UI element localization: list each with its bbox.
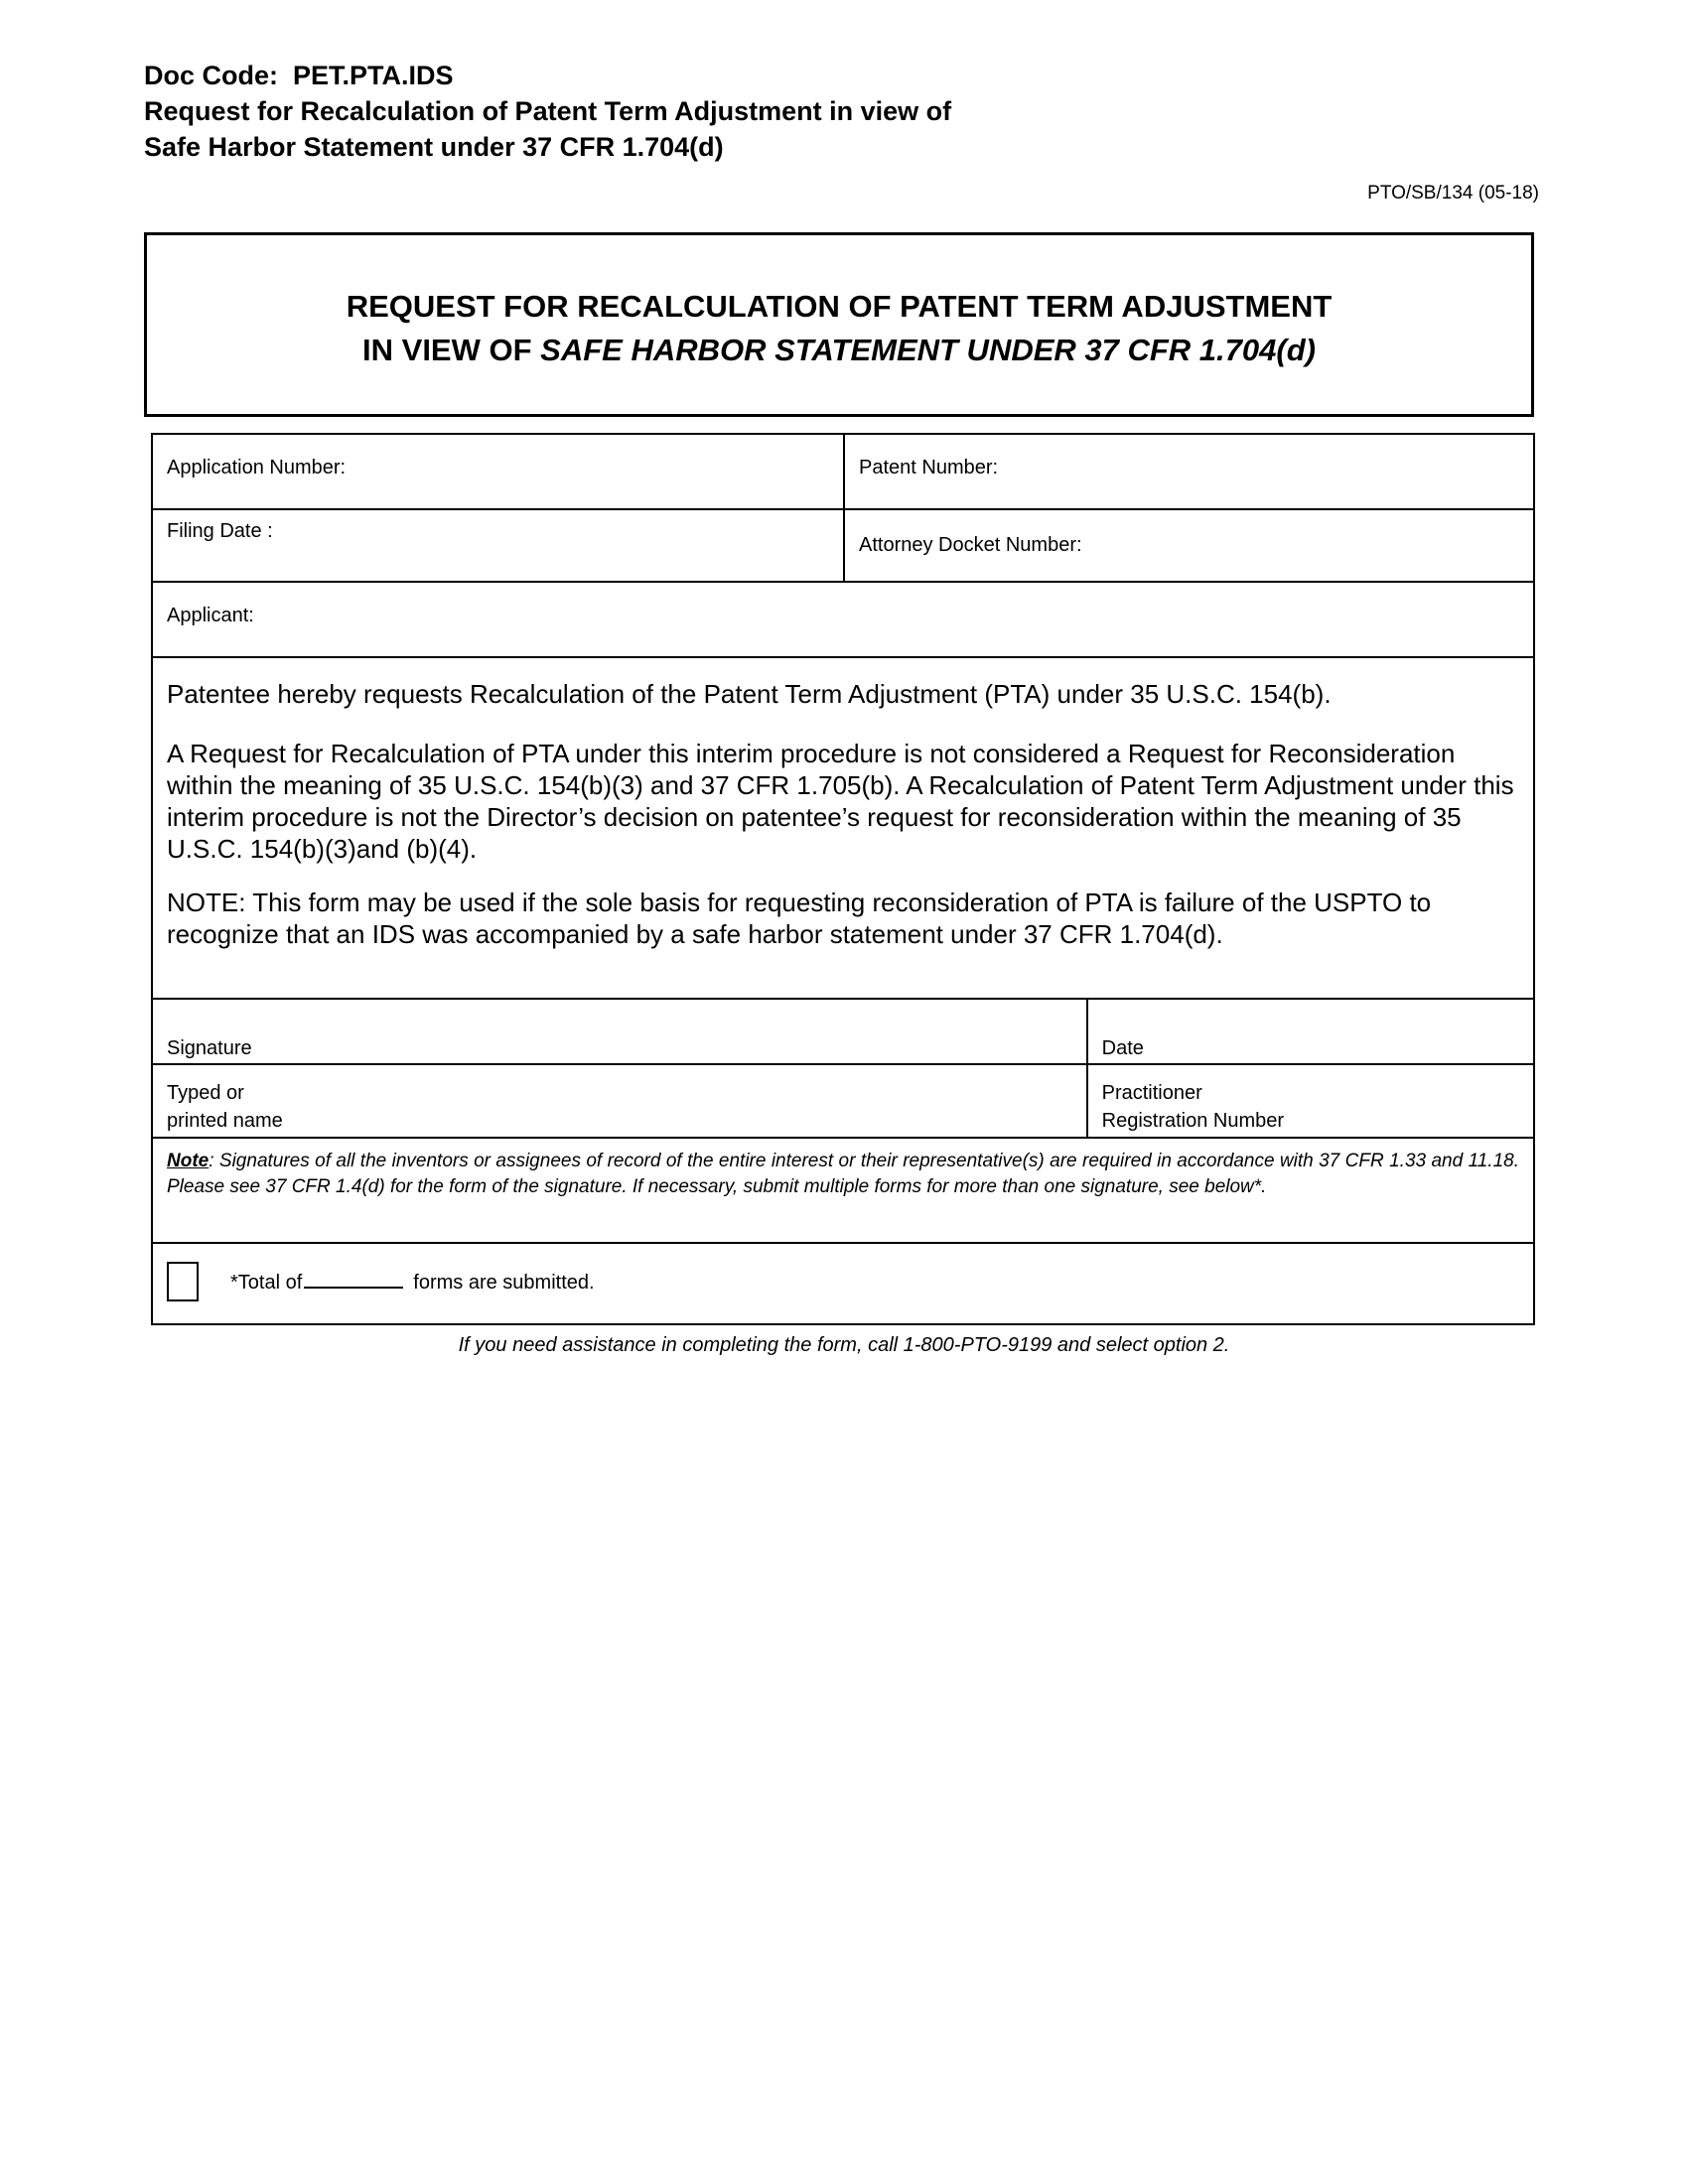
total-suffix: forms are submitted.	[413, 1272, 595, 1294]
total-forms-text	[230, 1269, 595, 1295]
title-line-1: REQUEST FOR RECALCULATION OF PATENT TERM ADJUSTMENT	[346, 289, 1333, 324]
date-field[interactable]: Date	[1086, 1000, 1533, 1063]
row-body-text	[153, 658, 1533, 1000]
title-box	[144, 232, 1534, 417]
doc-code-label: Doc Code:	[144, 61, 278, 90]
title-line-2	[147, 329, 1531, 372]
form-id: PTO/SB/134 (05-18)	[1367, 183, 1539, 204]
row-applicant	[153, 583, 1533, 658]
typed-name-label-1: Typed or	[167, 1082, 244, 1104]
form-table	[151, 433, 1535, 1325]
row-signature	[153, 1000, 1533, 1065]
typed-name-label-2: printed name	[167, 1110, 283, 1132]
note-text: Signatures of all the inventors or assignees of record of the entire interest or their representative(s) are required in accordance with 37 CFR 1.33 and 11.18. Please see 37 CFR 1.4(d) for the form of the signature. If necessary, submit multiple forms for more than one signature, see below*.	[167, 1151, 1519, 1197]
title-line-2-plain: IN VIEW OF	[362, 333, 541, 367]
practitioner-label-1: Practitioner	[1101, 1082, 1202, 1104]
attorney-docket-number-field[interactable]: Attorney Docket Number:	[843, 510, 1533, 581]
note-colon: :	[209, 1151, 214, 1171]
note-label: Note	[167, 1151, 210, 1171]
title-line-2-italic: SAFE HARBOR STATEMENT UNDER 37 CFR 1.704(d)	[540, 333, 1316, 367]
patent-number-field[interactable]: Patent Number:	[843, 435, 1533, 508]
signature-note	[153, 1139, 1533, 1242]
application-number-field[interactable]: Application Number:	[167, 457, 347, 478]
header-line-2: Request for Recalculation of Patent Term Adjustment in view of	[144, 96, 952, 126]
practitioner-label-2: Registration Number	[1101, 1110, 1285, 1132]
row-typed-name	[153, 1065, 1533, 1139]
typed-name-field[interactable]	[153, 1065, 1086, 1137]
assistance-footer: If you need assistance in completing the form, call 1-800-PTO-9199 and select option 2.	[458, 1334, 1230, 1356]
registration-number-field[interactable]	[1086, 1065, 1533, 1137]
body-paragraph-3: NOTE: This form may be used if the sole basis for requesting reconsideration of PTA is failure of the USPTO to recognize that an IDS was accompanied by a safe harbor statement under 37 CFR 1.704(d).	[167, 887, 1432, 949]
row-numbers	[153, 435, 1533, 510]
body-paragraph-1: Patentee hereby requests Recalculation of the Patent Term Adjustment (PTA) under 35 U.S.C. 154(b).	[167, 679, 1332, 709]
body-text	[153, 658, 1533, 998]
header-line-3: Safe Harbor Statement under 37 CFR 1.704(d)	[144, 132, 724, 162]
row-total-forms	[153, 1244, 1533, 1323]
body-paragraph-2: A Request for Recalculation of PTA under this interim procedure is not considered a Request for Reconsideration within the meaning of 35 U.S.C. 154(b)(3) and 37 CFR 1.705(b). A Recalculation of Patent Term Adjustment under this interim procedure is not the Director’s decision on patentee’s request for reconsideration within the meaning of 35 U.S.C. 154(b)(3)and (b)(4).	[167, 739, 1514, 864]
signature-field[interactable]: Signature	[167, 1037, 252, 1059]
doc-code-line	[144, 58, 951, 93]
document-header	[144, 58, 951, 165]
doc-code-value: PET.PTA.IDS	[293, 61, 454, 90]
row-dates	[153, 510, 1533, 583]
total-forms-blank[interactable]	[304, 1269, 403, 1289]
applicant-field[interactable]: Applicant:	[167, 605, 254, 626]
row-note	[153, 1139, 1533, 1244]
filing-date-field[interactable]: Filing Date :	[167, 520, 273, 542]
total-prefix: *Total of	[230, 1272, 303, 1294]
total-forms-checkbox[interactable]	[167, 1262, 199, 1301]
